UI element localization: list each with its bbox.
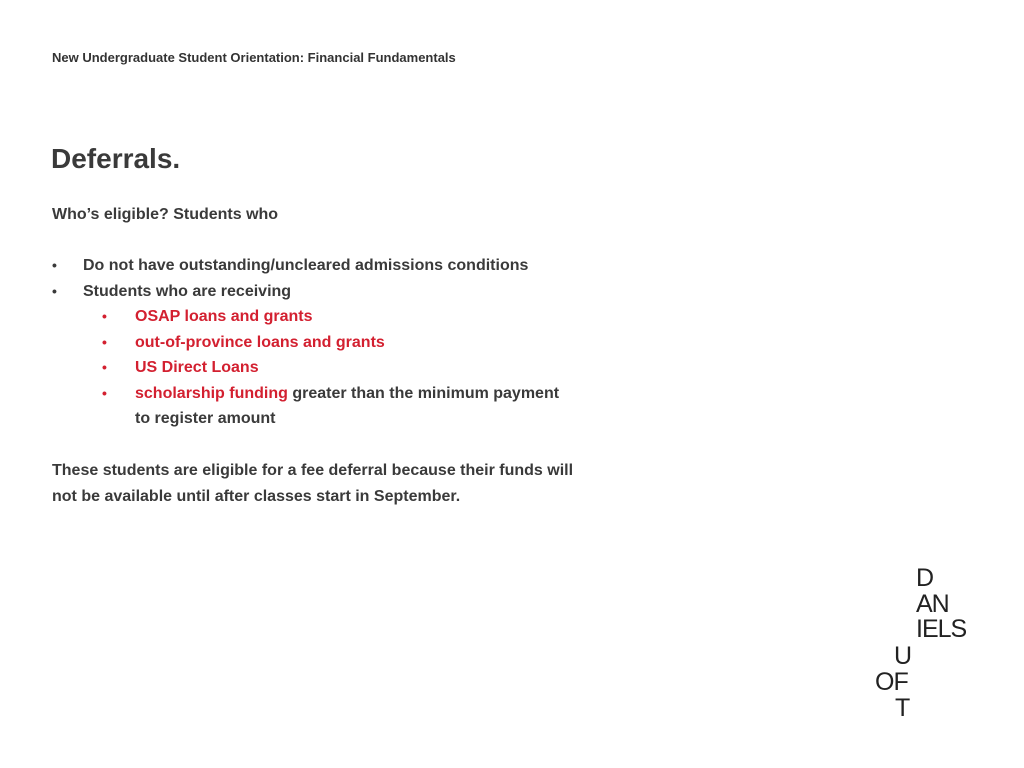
highlight-text: out-of-province loans and grants <box>135 333 385 351</box>
highlight-text: scholarship funding <box>135 384 288 402</box>
list-item-text: greater than the minimum payment <box>287 384 560 402</box>
closing-line: These students are eligible for a fee deferral because their funds will <box>52 462 574 479</box>
list-item <box>52 279 559 305</box>
presentation-header: New Undergraduate Student Orientation: Financial Fundamentals <box>52 50 456 65</box>
bullet-marker: • <box>52 282 57 299</box>
eligibility-list <box>52 253 559 432</box>
sub-list-item <box>52 355 559 381</box>
highlight-text: OSAP loans and grants <box>135 308 313 325</box>
list-item <box>52 253 559 279</box>
list-item-continuation: to register amount <box>135 410 276 427</box>
bullet-marker: • <box>102 359 107 375</box>
list-item-text: Do not have outstanding/uncleared admissions conditions <box>83 257 529 274</box>
sub-list-item <box>52 330 559 356</box>
slide-title: Deferrals. <box>51 143 181 174</box>
closing-paragraph <box>52 458 573 510</box>
closing-line: not be available until after classes start in September. <box>52 488 461 505</box>
list-item-text: Students who are receiving <box>83 282 292 300</box>
eligibility-intro: Who’s eligible? Students who <box>52 206 279 223</box>
bullet-marker: • <box>102 308 107 324</box>
bullet-marker: • <box>102 333 107 350</box>
sub-list-item <box>52 304 559 330</box>
logo-line: AN <box>916 590 949 618</box>
highlight-text: US Direct Loans <box>135 359 259 376</box>
logo-line: IELS <box>916 615 967 643</box>
logo-line: U <box>894 642 912 670</box>
daniels-logo <box>874 565 984 725</box>
logo-line: T <box>895 694 910 722</box>
bullet-marker: • <box>102 384 107 401</box>
logo-line: OF <box>875 668 908 696</box>
sub-list-item <box>52 381 559 432</box>
bullet-marker: • <box>52 257 57 273</box>
logo-line: D <box>916 564 934 592</box>
